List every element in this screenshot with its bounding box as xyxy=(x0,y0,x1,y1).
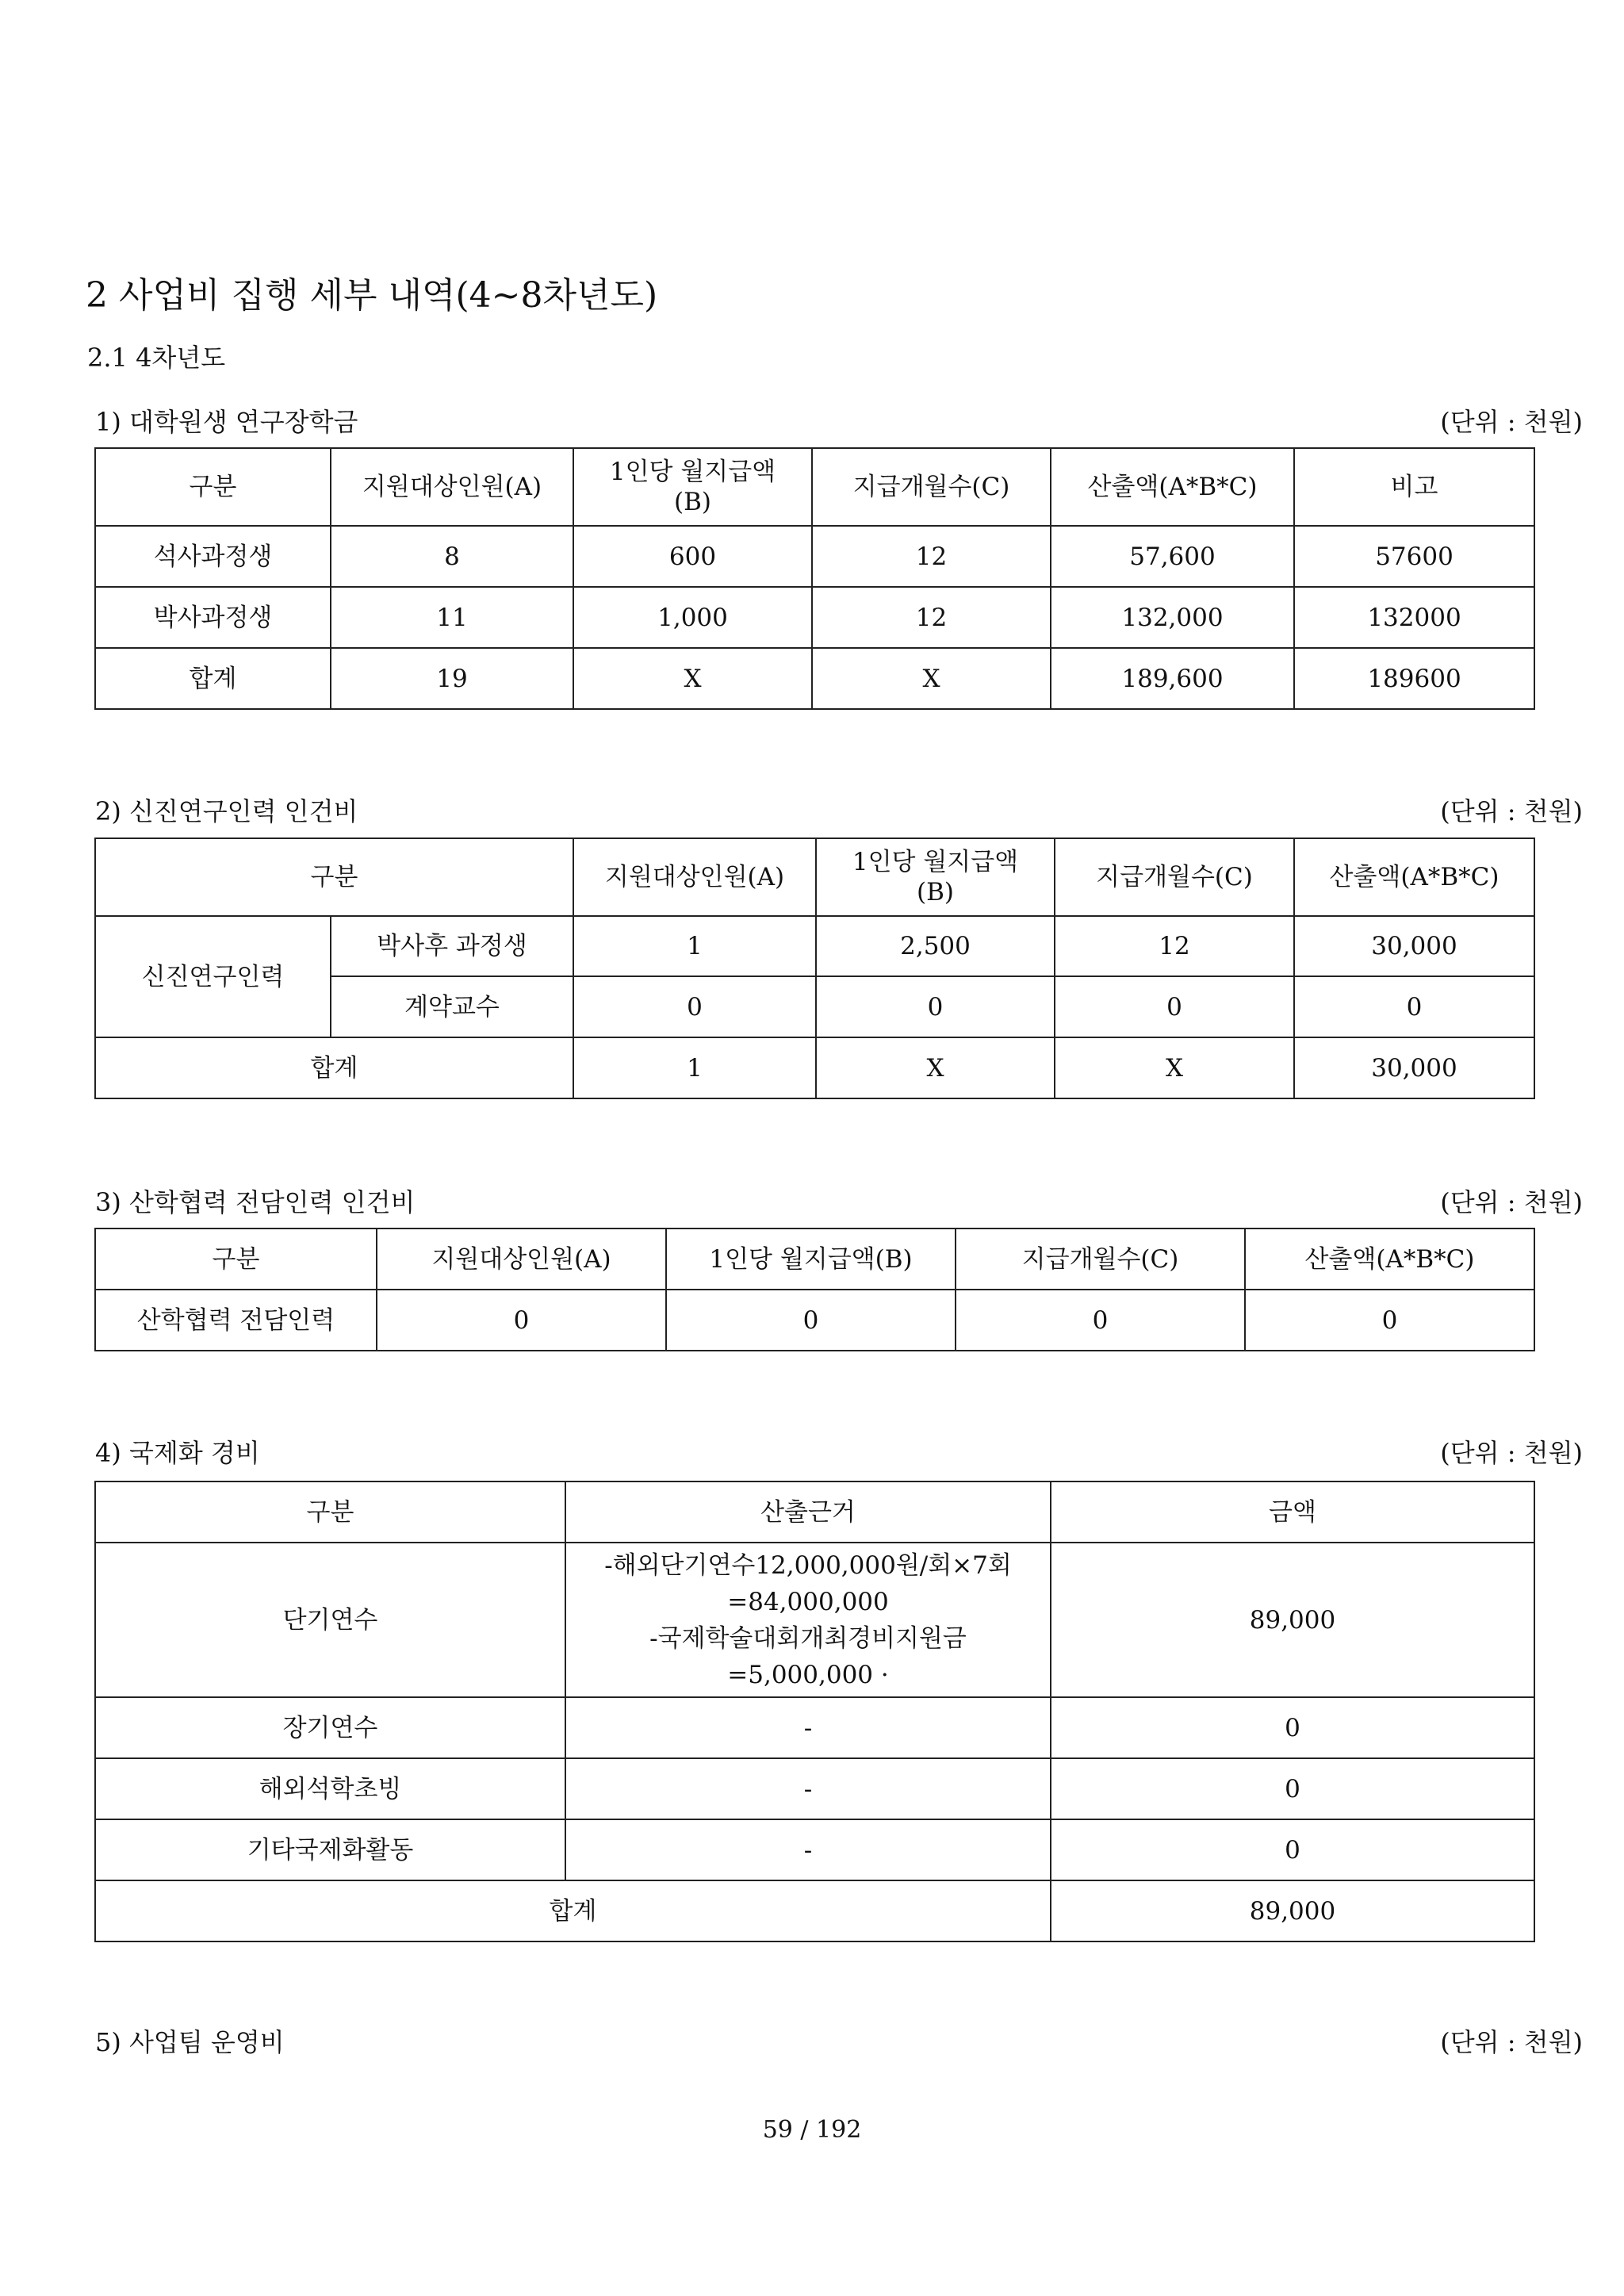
table-cell: 산학협력 전담인력 xyxy=(95,1290,377,1351)
calculation-basis-cell: -해외단기연수12,000,000원/회×7회 =84,000,000 -국제학술대회개최경비지원금 =5,000,000 · xyxy=(565,1543,1051,1697)
table-total-row xyxy=(95,1037,1534,1098)
table-row xyxy=(95,916,1534,976)
table-cell: 1 xyxy=(573,916,816,976)
table-cell: X xyxy=(812,648,1051,709)
table-cell: 0 xyxy=(1051,1819,1534,1880)
table-cell: 0 xyxy=(1245,1290,1534,1351)
table-cell: 0 xyxy=(1294,976,1534,1037)
table4-title: 4) 국제화 경비 xyxy=(95,1438,260,1468)
table-cell: 합계 xyxy=(95,1880,1051,1941)
header-cell: 1인당 월지급액 (B) xyxy=(573,448,812,526)
table-cell: - xyxy=(565,1758,1051,1819)
table-cell: 0 xyxy=(1051,1697,1534,1758)
section5-title: 5) 사업팀 운영비 xyxy=(95,2027,285,2057)
table-cell: 1 xyxy=(573,1037,816,1098)
table-cell: 30,000 xyxy=(1294,916,1534,976)
industry-coop-table xyxy=(94,1228,1535,1351)
table2-unit: (단위 : 천원) xyxy=(1440,796,1583,826)
table-cell: X xyxy=(1055,1037,1294,1098)
header-cell: 구분 xyxy=(95,1481,565,1543)
table-cell: 600 xyxy=(573,526,812,587)
table-header-row xyxy=(95,838,1534,916)
table-cell: 57600 xyxy=(1294,526,1534,587)
header-cell: 산출액(A*B*C) xyxy=(1245,1228,1534,1290)
section-heading: 2 사업비 집행 세부 내역(4~8차년도) xyxy=(86,275,658,316)
header-cell: 산출액(A*B*C) xyxy=(1051,448,1294,526)
table-cell: 8 xyxy=(331,526,573,587)
table-cell: 장기연수 xyxy=(95,1697,565,1758)
table-cell: 19 xyxy=(331,648,573,709)
table-cell: 30,000 xyxy=(1294,1037,1534,1098)
table-cell: 132000 xyxy=(1294,587,1534,648)
table-cell: 89,000 xyxy=(1051,1543,1534,1697)
header-cell: 구분 xyxy=(95,448,331,526)
table-cell: 132,000 xyxy=(1051,587,1294,648)
table-cell: 합계 xyxy=(95,648,331,709)
table-cell: - xyxy=(565,1819,1051,1880)
table-cell: 0 xyxy=(1055,976,1294,1037)
header-cell: 금액 xyxy=(1051,1481,1534,1543)
header-cell: 1인당 월지급액 (B) xyxy=(816,838,1055,916)
table-row xyxy=(95,1697,1534,1758)
table-cell: 0 xyxy=(1051,1758,1534,1819)
table-cell: 12 xyxy=(1055,916,1294,976)
table-header-row xyxy=(95,1228,1534,1290)
header-cell: 지급개월수(C) xyxy=(812,448,1051,526)
header-cell: 지원대상인원(A) xyxy=(573,838,816,916)
header-cell: 구분 xyxy=(95,1228,377,1290)
table-row xyxy=(95,1819,1534,1880)
table-header-row xyxy=(95,1481,1534,1543)
group-cell: 신진연구인력 xyxy=(95,916,331,1037)
table-cell: 석사과정생 xyxy=(95,526,331,587)
internationalization-table xyxy=(94,1481,1535,1942)
table-cell: X xyxy=(816,1037,1055,1098)
section5-unit: (단위 : 천원) xyxy=(1440,2027,1583,2057)
header-cell: 산출근거 xyxy=(565,1481,1051,1543)
table-cell: 1,000 xyxy=(573,587,812,648)
table-row xyxy=(95,587,1534,648)
table-cell: 기타국제화활동 xyxy=(95,1819,565,1880)
table-cell: 단기연수 xyxy=(95,1543,565,1697)
header-cell: 1인당 월지급액(B) xyxy=(666,1228,956,1290)
table1-unit: (단위 : 천원) xyxy=(1440,407,1583,437)
header-cell: 지원대상인원(A) xyxy=(331,448,573,526)
table-cell: 박사후 과정생 xyxy=(331,916,573,976)
table-cell: 11 xyxy=(331,587,573,648)
table-row xyxy=(95,1758,1534,1819)
table-cell: X xyxy=(573,648,812,709)
table1-title: 1) 대학원생 연구장학금 xyxy=(95,407,358,437)
table-cell: 계약교수 xyxy=(331,976,573,1037)
table-cell: 0 xyxy=(666,1290,956,1351)
table-total-row xyxy=(95,1880,1534,1941)
table-row xyxy=(95,1290,1534,1351)
table3-unit: (단위 : 천원) xyxy=(1440,1187,1583,1217)
subsection-heading: 2.1 4차년도 xyxy=(87,343,226,373)
table-cell: 0 xyxy=(816,976,1055,1037)
table-cell: - xyxy=(565,1697,1051,1758)
table-row xyxy=(95,1543,1534,1697)
table-cell: 해외석학초빙 xyxy=(95,1758,565,1819)
header-cell: 지급개월수(C) xyxy=(956,1228,1245,1290)
table-cell: 0 xyxy=(377,1290,666,1351)
table-cell: 박사과정생 xyxy=(95,587,331,648)
scholarship-table xyxy=(94,447,1535,710)
table4-unit: (단위 : 천원) xyxy=(1440,1438,1583,1468)
header-cell: 지급개월수(C) xyxy=(1055,838,1294,916)
table-cell: 합계 xyxy=(95,1037,573,1098)
table-cell: 189600 xyxy=(1294,648,1534,709)
table-cell: 0 xyxy=(573,976,816,1037)
table-header-row xyxy=(95,448,1534,526)
table3-title: 3) 산학협력 전담인력 인건비 xyxy=(95,1187,416,1217)
table-cell: 12 xyxy=(812,587,1051,648)
table-cell: 89,000 xyxy=(1051,1880,1534,1941)
table-cell: 189,600 xyxy=(1051,648,1294,709)
table-cell: 2,500 xyxy=(816,916,1055,976)
table-cell: 57,600 xyxy=(1051,526,1294,587)
table-row xyxy=(95,526,1534,587)
table-cell: 0 xyxy=(956,1290,1245,1351)
header-cell: 산출액(A*B*C) xyxy=(1294,838,1534,916)
table2-title: 2) 신진연구인력 인건비 xyxy=(95,796,358,826)
table-cell: 12 xyxy=(812,526,1051,587)
header-cell: 비고 xyxy=(1294,448,1534,526)
header-cell: 지원대상인원(A) xyxy=(377,1228,666,1290)
page-number: 59 / 192 xyxy=(762,2116,862,2144)
header-cell: 구분 xyxy=(95,838,573,916)
table-total-row xyxy=(95,648,1534,709)
new-researcher-table xyxy=(94,838,1535,1099)
